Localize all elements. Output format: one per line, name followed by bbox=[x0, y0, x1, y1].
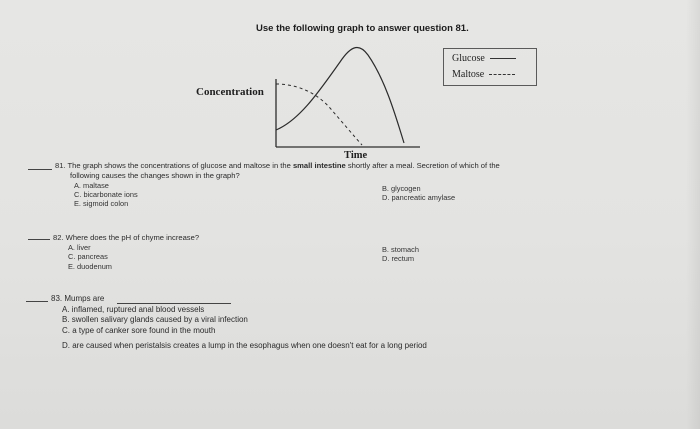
maltose-curve bbox=[276, 84, 362, 145]
q82-option-a[interactable]: A. liver bbox=[68, 243, 91, 252]
q81-option-e[interactable]: E. sigmoid colon bbox=[74, 199, 129, 208]
q82-option-c[interactable]: C. pancreas bbox=[68, 252, 108, 261]
q81-text-bold: small intestine bbox=[292, 161, 346, 170]
page-edge-shadow bbox=[686, 0, 700, 429]
q81-option-b[interactable]: B. glycogen bbox=[382, 184, 421, 193]
y-axis-label: Concentration bbox=[196, 86, 264, 98]
q82-option-d[interactable]: D. rectum bbox=[382, 254, 415, 263]
q81-text-after: shortly after a meal. Secretion of which of the bbox=[345, 161, 500, 170]
answer-blank-82[interactable] bbox=[28, 239, 50, 240]
q82-option-e[interactable]: E. duodenum bbox=[68, 262, 112, 271]
answer-blank-81[interactable] bbox=[28, 169, 52, 170]
q83-option-b[interactable]: B. swollen salivary glands caused by a viral infection bbox=[62, 315, 248, 324]
solid-line-swatch bbox=[490, 58, 516, 59]
glucose-curve bbox=[276, 47, 404, 143]
dashed-line-swatch bbox=[489, 74, 515, 75]
legend-glucose-label: Glucose bbox=[452, 53, 485, 64]
graph-instruction: Use the following graph to answer question 81. bbox=[256, 23, 469, 34]
q81-option-a[interactable]: A. maltase bbox=[74, 181, 109, 190]
legend-glucose bbox=[452, 53, 516, 64]
q83-option-d[interactable]: D. are caused when peristalsis creates a lump in the esophagus when one doesn't eat for a long period bbox=[62, 341, 427, 350]
fill-in-blank-83[interactable] bbox=[117, 303, 231, 304]
question-81-line2: following causes the changes shown in the graph? bbox=[70, 171, 240, 180]
graph-legend bbox=[443, 48, 537, 86]
q81-option-d[interactable]: D. pancreatic amylase bbox=[382, 193, 456, 202]
q83-option-a[interactable]: A. inflamed, ruptured anal blood vessels bbox=[62, 305, 205, 314]
q81-option-c[interactable]: C. bicarbonate ions bbox=[74, 190, 138, 199]
q82-option-b[interactable]: B. stomach bbox=[382, 245, 419, 254]
question-81-line1 bbox=[55, 161, 500, 170]
answer-blank-83[interactable] bbox=[26, 301, 48, 302]
legend-maltose bbox=[452, 69, 515, 80]
question-82-text: 82. Where does the pH of chyme increase? bbox=[53, 233, 200, 242]
x-axis-label: Time bbox=[344, 150, 368, 161]
legend-maltose-label: Maltose bbox=[452, 69, 485, 80]
q83-option-c[interactable]: C. a type of canker sore found in the mouth bbox=[62, 326, 216, 335]
question-83-text: 83. Mumps are bbox=[51, 294, 105, 303]
q81-text-before: 81. The graph shows the concentrations of glucose and maltose in the bbox=[55, 161, 293, 170]
